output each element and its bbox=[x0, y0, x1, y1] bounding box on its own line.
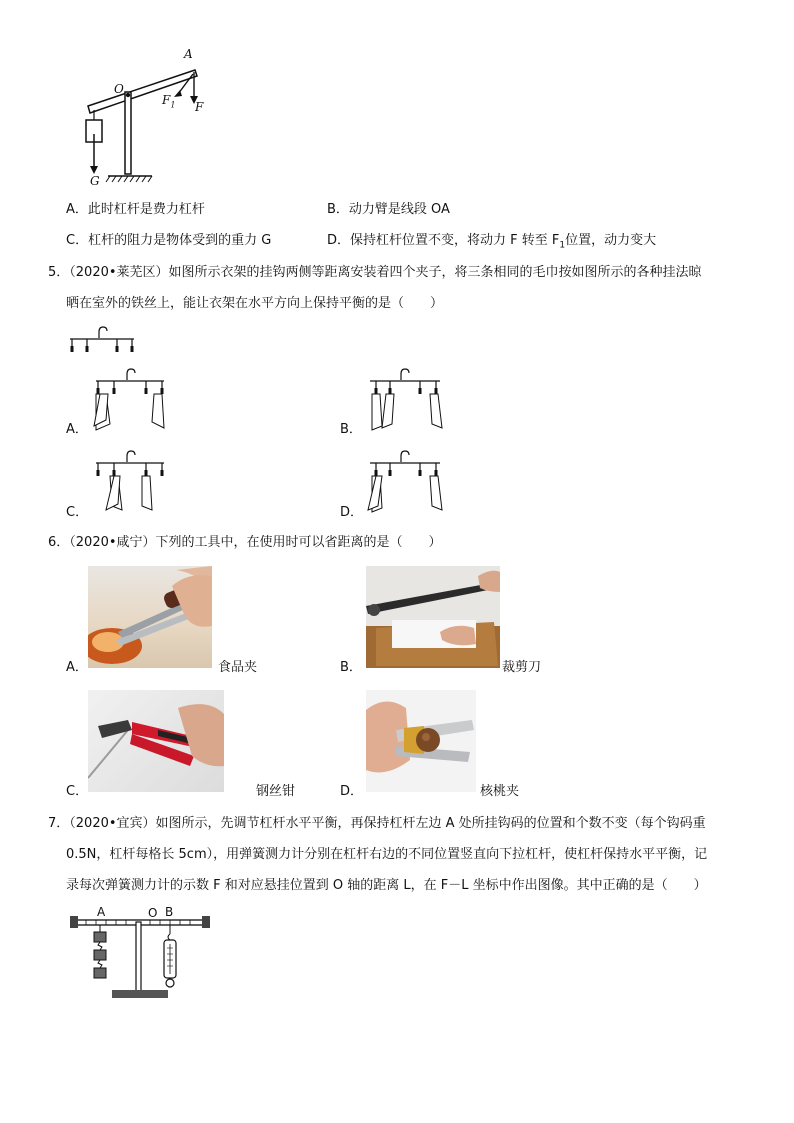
q5-option-a[interactable]: A． bbox=[66, 422, 88, 437]
q5-option-c[interactable]: C． bbox=[66, 505, 89, 520]
lever-figure bbox=[70, 42, 210, 192]
q7-stem-line2: 0.5N，杠杆每格长 5cm），用弹簧测力计分别在杠杆右边的不同位置竖直向下拉杠杆，使杠杆保持水平平衡，记 bbox=[66, 847, 708, 862]
q6-option-b-name: 裁剪刀 bbox=[502, 660, 542, 675]
q7-label-b: B bbox=[165, 905, 174, 919]
label-gravity-g: G bbox=[90, 174, 100, 188]
hanger-option-b-figure bbox=[366, 366, 448, 436]
q6-option-c[interactable]: C． bbox=[66, 784, 89, 799]
q5-stem-line2: 晒在室外的铁丝上，能让衣架在水平方向上保持平衡的是（ ） bbox=[66, 296, 444, 311]
q6-option-b[interactable]: B． bbox=[340, 660, 362, 675]
hanger-option-d-figure bbox=[366, 448, 448, 518]
q6-option-d-name: 核桃夹 bbox=[480, 784, 520, 799]
q5-option-b[interactable]: B． bbox=[340, 422, 362, 437]
q7-stem-line1: 7．（2020•宜宾）如图所示，先调节杠杆水平平衡，再保持杠杆左边 A 处所挂钩码的位置和个数不变（每个钩码重 bbox=[48, 816, 706, 831]
label-point-o: O bbox=[114, 82, 124, 96]
hanger-empty-figure bbox=[66, 324, 138, 356]
q4-option-c[interactable]: C．杠杆的阻力是物体受到的重力 G bbox=[66, 233, 272, 248]
q7-label-o: O bbox=[148, 906, 158, 920]
hanger-option-c-figure bbox=[92, 448, 168, 518]
q6-option-a-name: 食品夹 bbox=[218, 660, 258, 675]
q6-option-c-name: 钢丝钳 bbox=[256, 784, 296, 799]
q7-label-a: A bbox=[97, 905, 106, 919]
q5-option-d[interactable]: D． bbox=[340, 505, 364, 520]
photo-wire-pliers bbox=[88, 690, 224, 792]
label-force-f1: $F_1$ bbox=[162, 93, 176, 110]
hanger-option-a-figure bbox=[92, 366, 168, 436]
q4-option-b[interactable]: B．动力臂是线段 OA bbox=[327, 202, 450, 217]
label-force-f: F bbox=[195, 100, 204, 114]
q4-option-a[interactable]: A．此时杠杆是费力杠杆 bbox=[66, 202, 205, 217]
q4-option-d[interactable]: D．保持杠杆位置不变，将动力 F 转至 $F_1$位置，动力变大 bbox=[327, 233, 657, 251]
q6-stem-line1: 6．（2020•咸宁）下列的工具中，在使用时可以省距离的是（ ） bbox=[48, 535, 442, 550]
q6-option-a[interactable]: A． bbox=[66, 660, 88, 675]
q5-stem-line1: 5．（2020•莱芜区）如图所示衣架的挂钩两侧等距离安装着四个夹子，将三条相同的毛巾按如图所示的各种挂法晾 bbox=[48, 265, 702, 280]
photo-paper-cutter bbox=[366, 566, 500, 668]
q7-stem-line3: 录每次弹簧测力计的示数 F 和对应悬挂位置到 O 轴的距离 L，在 F－L 坐标中作出图像。其中正确的是（ ） bbox=[66, 878, 707, 893]
lever-spring-scale-figure bbox=[66, 902, 216, 1004]
photo-food-tongs bbox=[88, 566, 212, 668]
q6-option-d[interactable]: D． bbox=[340, 784, 364, 799]
label-point-a: A bbox=[184, 47, 193, 61]
photo-nutcracker bbox=[366, 690, 476, 792]
